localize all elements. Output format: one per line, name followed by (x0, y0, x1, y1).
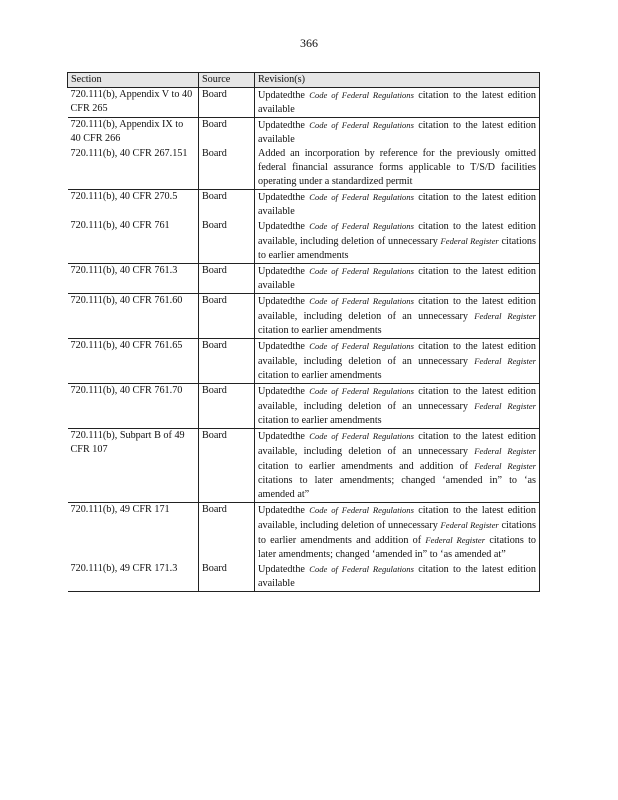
section-cell: 720.111(b), 49 CFR 171.3 (68, 562, 199, 592)
revision-text: citation to the latest edition available, including deletion of an unnecessary (258, 386, 536, 412)
revision-text: Updatedthe (258, 564, 310, 575)
revision-citation-italic: Code of Federal Regulations (309, 386, 414, 396)
table-row (68, 147, 540, 190)
table-row (68, 88, 540, 118)
revision-cell (255, 339, 540, 384)
revision-text: citation to the latest edition available, including deletion of an unnecessary (258, 341, 536, 367)
revision-cell (255, 219, 540, 264)
revision-text: Updatedthe (258, 341, 310, 352)
revision-citation-italic: Federal Register (474, 311, 536, 321)
revision-text: citation to the latest edition available, including deletion of an unnecessary (258, 431, 536, 457)
revision-cell (255, 562, 540, 592)
page-number: 366 (300, 36, 318, 50)
section-cell: 720.111(b), 40 CFR 270.5 (68, 190, 199, 220)
revision-text: citation to the latest edition available, including deletion of an unnecessary (258, 296, 536, 322)
revision-text: citation to the latest edition available (258, 192, 536, 217)
revision-text: citations to earlier amendments (258, 236, 536, 261)
source-cell: Board (199, 503, 255, 563)
revision-text: Updatedthe (258, 505, 310, 516)
revision-citation-italic: Federal Register (474, 461, 537, 471)
source-cell: Board (199, 294, 255, 339)
revision-citation-italic: Code of Federal Regulations (309, 120, 414, 130)
table-row (68, 384, 540, 429)
table-header-row (68, 73, 540, 88)
table-row (68, 562, 540, 592)
source-cell: Board (199, 190, 255, 220)
revision-citation-italic: Code of Federal Regulations (309, 296, 414, 306)
revision-text: citations to later amendments; changed ‘amended in” to ‘as amended at” (258, 535, 536, 560)
section-cell: 720.111(b), 40 CFR 761.70 (68, 384, 199, 429)
table-row (68, 503, 540, 563)
revision-text: citation to earlier amendments and addition of (258, 461, 475, 472)
revision-citation-italic: Code of Federal Regulations (309, 221, 414, 231)
section-cell: 720.111(b), 40 CFR 267.151 (68, 147, 199, 190)
revision-text: citation to the latest edition available (258, 266, 536, 291)
table-row (68, 339, 540, 384)
revision-citation-italic: Code of Federal Regulations (309, 341, 414, 351)
revision-cell (255, 503, 540, 563)
section-cell: 720.111(b), 40 CFR 761 (68, 219, 199, 264)
source-cell: Board (199, 147, 255, 190)
table-row (68, 190, 540, 220)
revision-citation-italic: Federal Register (440, 236, 499, 246)
revision-text: citation to earlier amendments (258, 325, 382, 336)
revision-citation-italic: Code of Federal Regulations (309, 192, 414, 202)
revision-text: citations to later amendments; changed ‘amended in” to ‘as amended at” (258, 475, 536, 500)
revision-citation-italic: Code of Federal Regulations (309, 564, 414, 574)
source-cell: Board (199, 562, 255, 592)
source-cell: Board (199, 88, 255, 118)
table-row (68, 118, 540, 148)
revision-text: Updatedthe (258, 221, 310, 232)
section-cell: 720.111(b), 40 CFR 761.3 (68, 264, 199, 294)
revision-text: Updatedthe (258, 192, 310, 203)
revision-text: citation to earlier amendments (258, 415, 382, 426)
source-cell: Board (199, 118, 255, 148)
section-cell: 720.111(b), Appendix IX to 40 CFR 266 (68, 118, 199, 148)
revision-citation-italic: Code of Federal Regulations (309, 266, 414, 276)
source-cell: Board (199, 219, 255, 264)
section-cell: 720.111(b), 40 CFR 761.60 (68, 294, 199, 339)
revision-cell (255, 384, 540, 429)
revision-text: Updatedthe (258, 296, 310, 307)
table-row (68, 264, 540, 294)
revision-citation-italic: Federal Register (474, 446, 536, 456)
section-cell: 720.111(b), 49 CFR 171 (68, 503, 199, 563)
revision-citation-italic: Code of Federal Regulations (309, 505, 414, 515)
revision-citation-italic: Federal Register (440, 520, 499, 530)
revision-text: Updatedthe (258, 90, 310, 101)
source-cell: Board (199, 339, 255, 384)
revision-text: citation to the latest edition available (258, 120, 536, 145)
revision-text: Added an incorporation by reference for the previously omitted federal financial assurance forms applicable to T/S/D facilities operating under a standardized permit (258, 148, 536, 187)
revision-text: citations to earlier amendments and addition of (258, 520, 536, 546)
revision-cell (255, 429, 540, 503)
revision-citation-italic: Code of Federal Regulations (309, 90, 414, 100)
section-cell: 720.111(b), 40 CFR 761.65 (68, 339, 199, 384)
revision-text: citation to earlier amendments (258, 370, 382, 381)
revision-cell (255, 190, 540, 220)
revision-text: citation to the latest edition available (258, 90, 536, 115)
revision-text: citation to the latest edition available (258, 564, 536, 589)
revision-citation-italic: Federal Register (425, 535, 486, 545)
revision-table (67, 72, 540, 592)
revision-cell (255, 147, 540, 190)
header-section: Section (68, 73, 199, 88)
source-cell: Board (199, 384, 255, 429)
revision-citation-italic: Federal Register (474, 401, 536, 411)
table-row (68, 219, 540, 264)
revision-text: Updatedthe (258, 266, 310, 277)
revision-citation-italic: Federal Register (474, 356, 536, 366)
section-cell: 720.111(b), Appendix V to 40 CFR 265 (68, 88, 199, 118)
table-row (68, 294, 540, 339)
source-cell: Board (199, 429, 255, 503)
revision-cell (255, 88, 540, 118)
revision-text: citation to the latest edition available, including deletion of unnecessary (258, 505, 536, 531)
table-row (68, 429, 540, 503)
revision-cell (255, 118, 540, 148)
source-cell: Board (199, 264, 255, 294)
revision-text: Updatedthe (258, 120, 310, 131)
header-source: Source (199, 73, 255, 88)
header-revision: Revision(s) (255, 73, 540, 88)
revision-citation-italic: Code of Federal Regulations (309, 431, 414, 441)
revision-text: Updatedthe (258, 431, 310, 442)
revision-cell (255, 294, 540, 339)
revision-text: Updatedthe (258, 386, 310, 397)
revision-text: citation to the latest edition available, including deletion of unnecessary (258, 221, 536, 247)
section-cell: 720.111(b), Subpart B of 49 CFR 107 (68, 429, 199, 503)
revision-cell (255, 264, 540, 294)
